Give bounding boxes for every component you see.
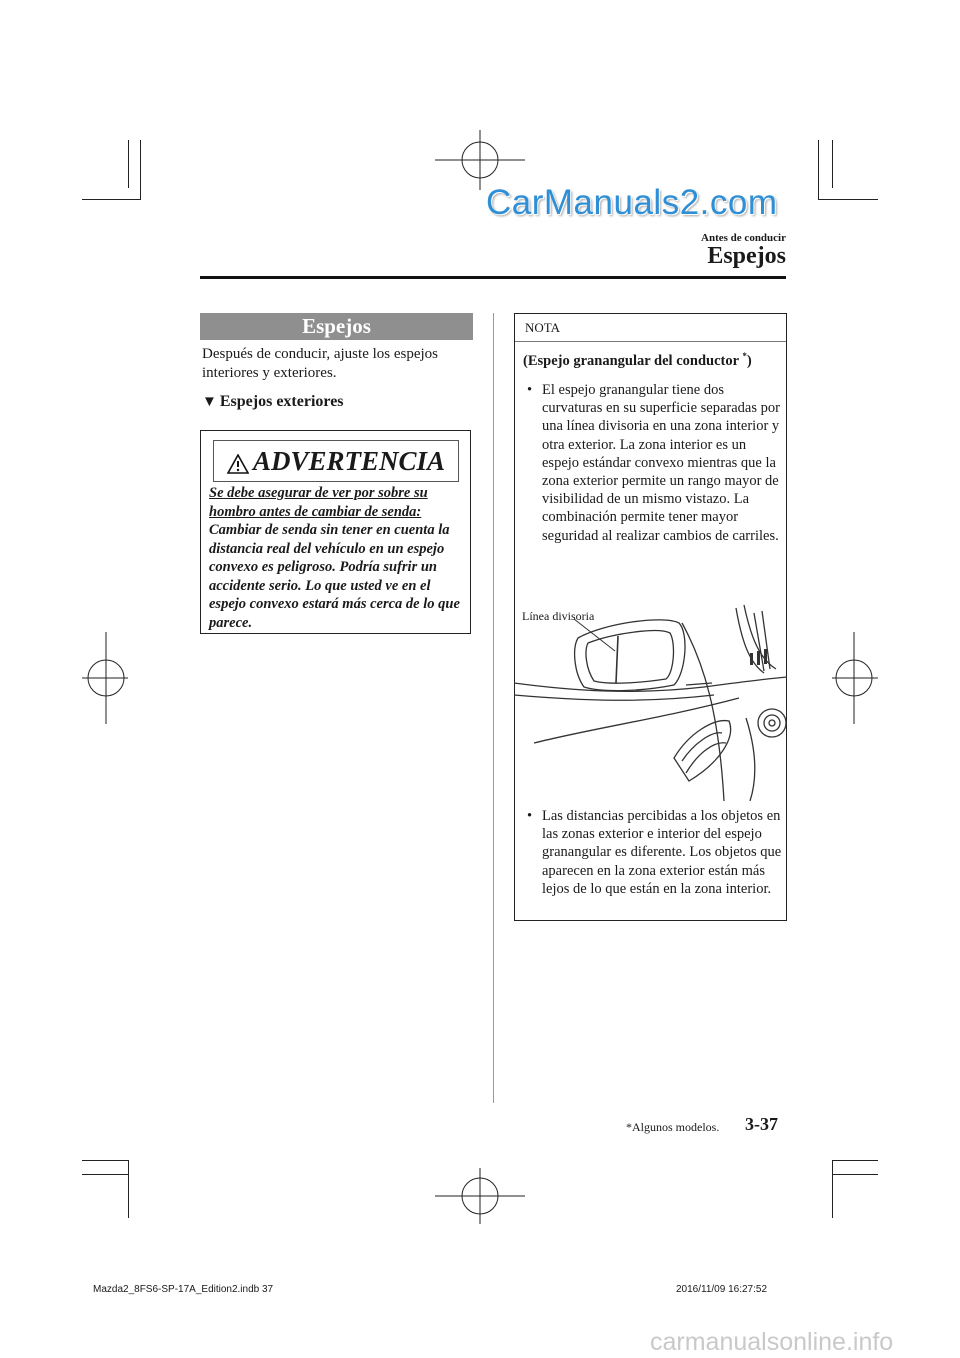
triangle-down-icon: ▼ (202, 394, 217, 410)
column-divider (493, 313, 494, 1103)
note-bullet-2-text: Las distancias percibidas a los objetos en las zonas exterior e interior del espejo granangular es diferente. Los objetos que aparecen en la zona exterior están más lejos de lo que están en la zona interior. (542, 808, 782, 897)
header-title: Espejos (707, 243, 786, 269)
warning-title: ADVERTENCIA (252, 446, 446, 476)
wide-angle-mirror-illustration (514, 603, 787, 801)
warning-text (209, 484, 466, 632)
note-bullet-1-text: El espejo granangular tiene dos curvaturas en su superficie separadas por una línea divisoria en una zona interior y otra exterior. La zona interior es un espejo estándar convexo mientras que la zona exterior permite un rango mayor de visibilidad de un mismo vistazo. La combinación permite tener mayor seguridad al realizar cambios de carriles. (542, 382, 780, 544)
warning-box (200, 430, 471, 634)
bullet-dot: • (527, 808, 533, 824)
warning-body-text: Cambiar de senda sin tener en cuenta la distancia real del vehículo en un espejo convexo es peligroso. Podría sufrir un accidente serio. Lo que usted ve en el espejo convexo estará más cerca de lo que parece. (209, 522, 460, 631)
note-label: NOTA (515, 314, 786, 342)
print-slug-file: Mazda2_8FS6-SP-17A_Edition2.indb 37 (93, 1284, 274, 1295)
bullet-dot: • (527, 382, 533, 398)
note-subheading: (Espejo granangular del conductor *) (523, 351, 752, 369)
section-title-band: Espejos (200, 313, 473, 340)
page-number: 3-37 (745, 1114, 778, 1134)
warning-header (213, 440, 459, 482)
note-bullet-1 (527, 381, 782, 601)
header-rule (200, 276, 786, 279)
warning-underlined-text: Se debe asegurar de ver por sobre su hombro antes de cambiar de senda: (209, 485, 428, 520)
warning-triangle-icon (227, 454, 249, 474)
intro-paragraph: Después de conducir, ajuste los espejos interiores y exteriores. (202, 346, 439, 381)
figure-label-dividing-line: Línea divisoria (522, 609, 595, 623)
print-slug-timestamp: 2016/11/09 16:27:52 (676, 1284, 768, 1295)
header-category: Antes de conducir (701, 232, 786, 244)
footnote: *Algunos modelos. (626, 1120, 720, 1134)
watermark-carmanualsonline: carmanualsonline.info (650, 1328, 894, 1356)
note-bullet-2 (527, 807, 782, 917)
subheading-exterior-mirrors: ▼ Espejos exteriores (202, 393, 344, 410)
watermark-carmanuals: CarManuals2.com (486, 183, 778, 222)
